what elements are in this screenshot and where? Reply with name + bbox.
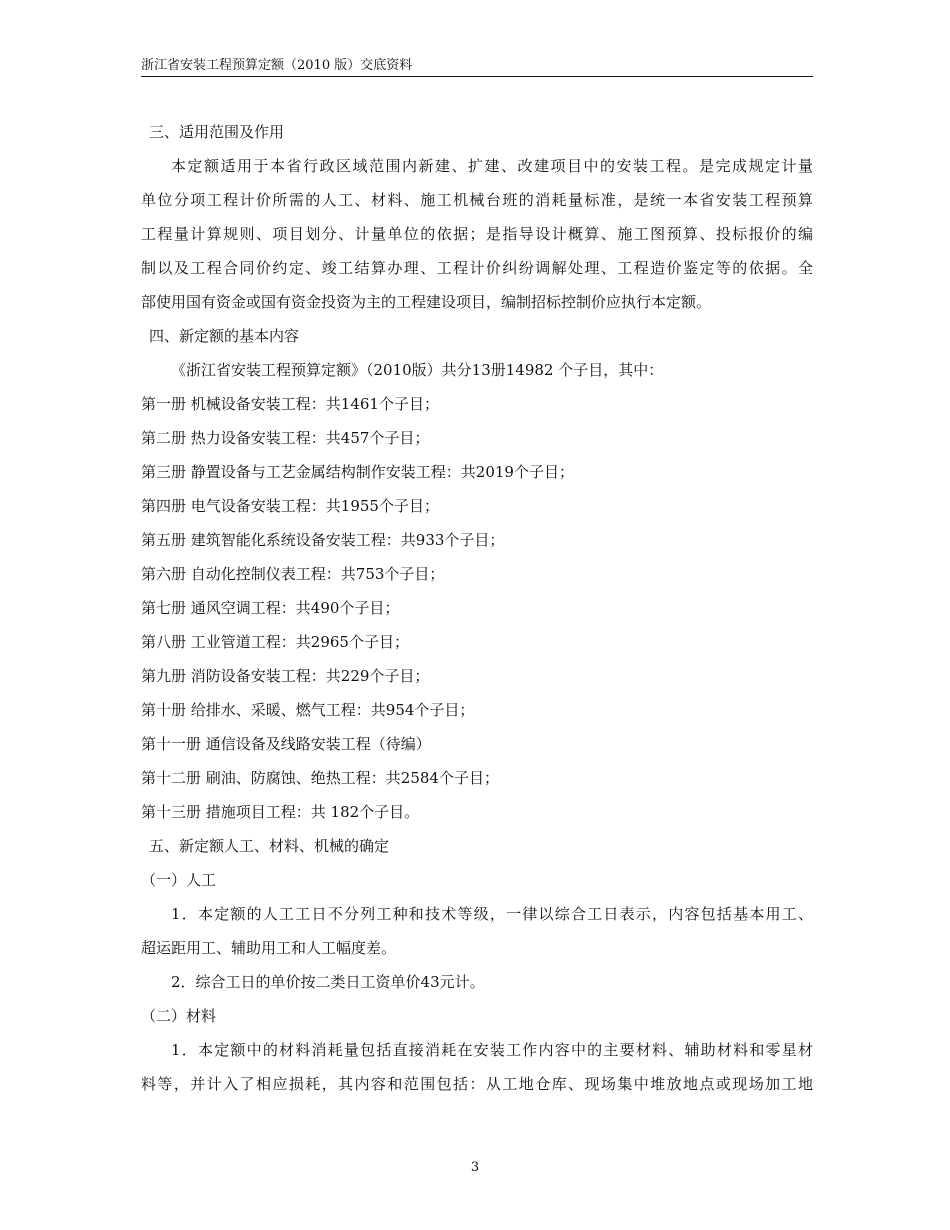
paragraph-line: 超运距用工、辅助用工和人工幅度差。 [141, 939, 397, 957]
paragraph-line: 本定额适用于本省行政区域范围内新建、扩建、改建项目中的安装工程。是完成规定计量 [171, 157, 813, 175]
document-body [141, 121, 813, 1107]
list-item: 第四册 电气设备安装工程：共1955个子目； [141, 497, 439, 515]
list-item: 第十二册 刷油、防腐蚀、绝热工程：共2584个子目； [141, 769, 499, 787]
section-heading-determination: 五、新定额人工、材料、机械的确定 [149, 837, 390, 855]
paragraph-line: 1．本定额的人工工日不分列工种和技术等级，一律以综合工日表示，内容包括基本用工、 [171, 905, 813, 923]
paragraph-line: 部使用国有资金或国有资金投资为主的工程建设项目，编制招标控制价应执行本定额。 [141, 293, 712, 311]
paragraph-line: 单位分项工程计价所需的人工、材料、施工机械台班的消耗量标准，是统一本省安装工程预算 [141, 191, 813, 209]
list-item: 第八册 工业管道工程：共2965个子目； [141, 633, 409, 651]
list-item: 第三册 静置设备与工艺金属结构制作安装工程：共2019个子目； [141, 463, 574, 481]
list-item: 第一册 机械设备安装工程：共1461个子目； [141, 395, 439, 413]
list-item: 第七册 通风空调工程：共490个子目； [141, 599, 400, 617]
list-item: 第十一册 通信设备及线路安装工程（待编） [141, 735, 431, 753]
list-item: 第二册 热力设备安装工程：共457个子目； [141, 429, 430, 447]
paragraph-line: 工程量计算规则、项目划分、计量单位的依据；是指导设计概算、施工图预算、投标报价的编 [141, 225, 813, 243]
section-heading-content: 四、新定额的基本内容 [149, 327, 300, 345]
paragraph-line: 《浙江省安装工程预算定额》（2010版）共分13册14982 个子目，其中： [171, 361, 664, 379]
list-item: 第十册 给排水、采暖、燃气工程：共954个子目； [141, 701, 475, 719]
paragraph-line: 料等，并计入了相应损耗，其内容和范围包括：从工地仓库、现场集中堆放地点或现场加工地 [141, 1075, 813, 1093]
list-item: 第九册 消防设备安装工程：共229个子目； [141, 667, 430, 685]
subsection-heading-labor: （一）人工 [141, 871, 217, 889]
paragraph-line: 制以及工程合同价约定、竣工结算办理、工程计价纠纷调解处理、工程造价鉴定等的依据。全 [141, 259, 813, 277]
subsection-heading-materials: （二）材料 [141, 1007, 217, 1025]
page-number: 3 [470, 1160, 480, 1175]
paragraph-line: 2．综合工日的单价按二类日工资单价43元计。 [171, 973, 485, 991]
list-item: 第五册 建筑智能化系统设备安装工程：共933个子目； [141, 531, 505, 549]
paragraph-line: 1．本定额中的材料消耗量包括直接消耗在安装工作内容中的主要材料、辅助材料和零星材 [171, 1041, 813, 1059]
section-heading-scope: 三、适用范围及作用 [149, 123, 285, 141]
page-header [141, 58, 813, 77]
header-title: 浙江省安装工程预算定额（2010 版）交底资料 [141, 58, 413, 73]
list-item: 第十三册 措施项目工程：共 182个子目。 [141, 803, 420, 821]
list-item: 第六册 自动化控制仪表工程：共753个子目； [141, 565, 445, 583]
